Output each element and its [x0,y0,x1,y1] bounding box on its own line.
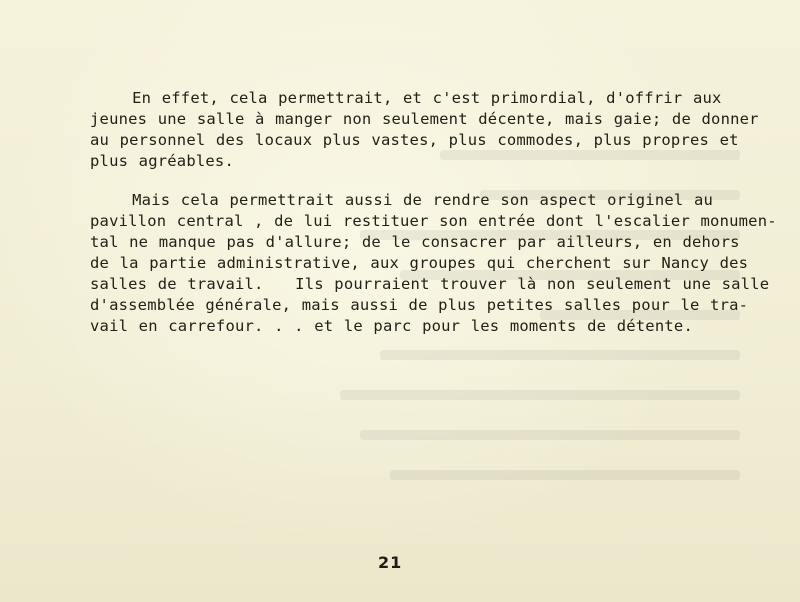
text-line: vail en carrefour. . . et le parc pour les moments de détente. [90,317,693,335]
text-line: pavillon central , de lui restituer son entrée dont l'escalier monumen- [90,212,777,230]
text-line: tal ne manque pas d'allure; de le consacrer par ailleurs, en dehors [90,233,740,251]
paragraph-central-pavilion [90,190,777,337]
text-line: En effet, cela permettrait, et c'est primordial, d'offrir aux [90,89,722,107]
page-number: 21 [378,553,403,572]
paragraph-dining-hall [90,88,759,172]
text-line: jeunes une salle à manger non seulement décente, mais gaie; de donner [90,110,759,128]
text-line: Mais cela permettrait aussi de rendre son aspect originel au [90,191,714,209]
text-line: d'assemblée générale, mais aussi de plus petites salles pour le tra- [90,296,749,314]
text-line: salles de travail. Ils pourraient trouver là non seulement une salle [90,275,770,293]
text-line: plus agréables. [90,152,234,170]
text-line: de la partie administrative, aux groupes qui cherchent sur Nancy des [90,254,749,272]
text-line: au personnel des locaux plus vastes, plus commodes, plus propres et [90,131,739,149]
